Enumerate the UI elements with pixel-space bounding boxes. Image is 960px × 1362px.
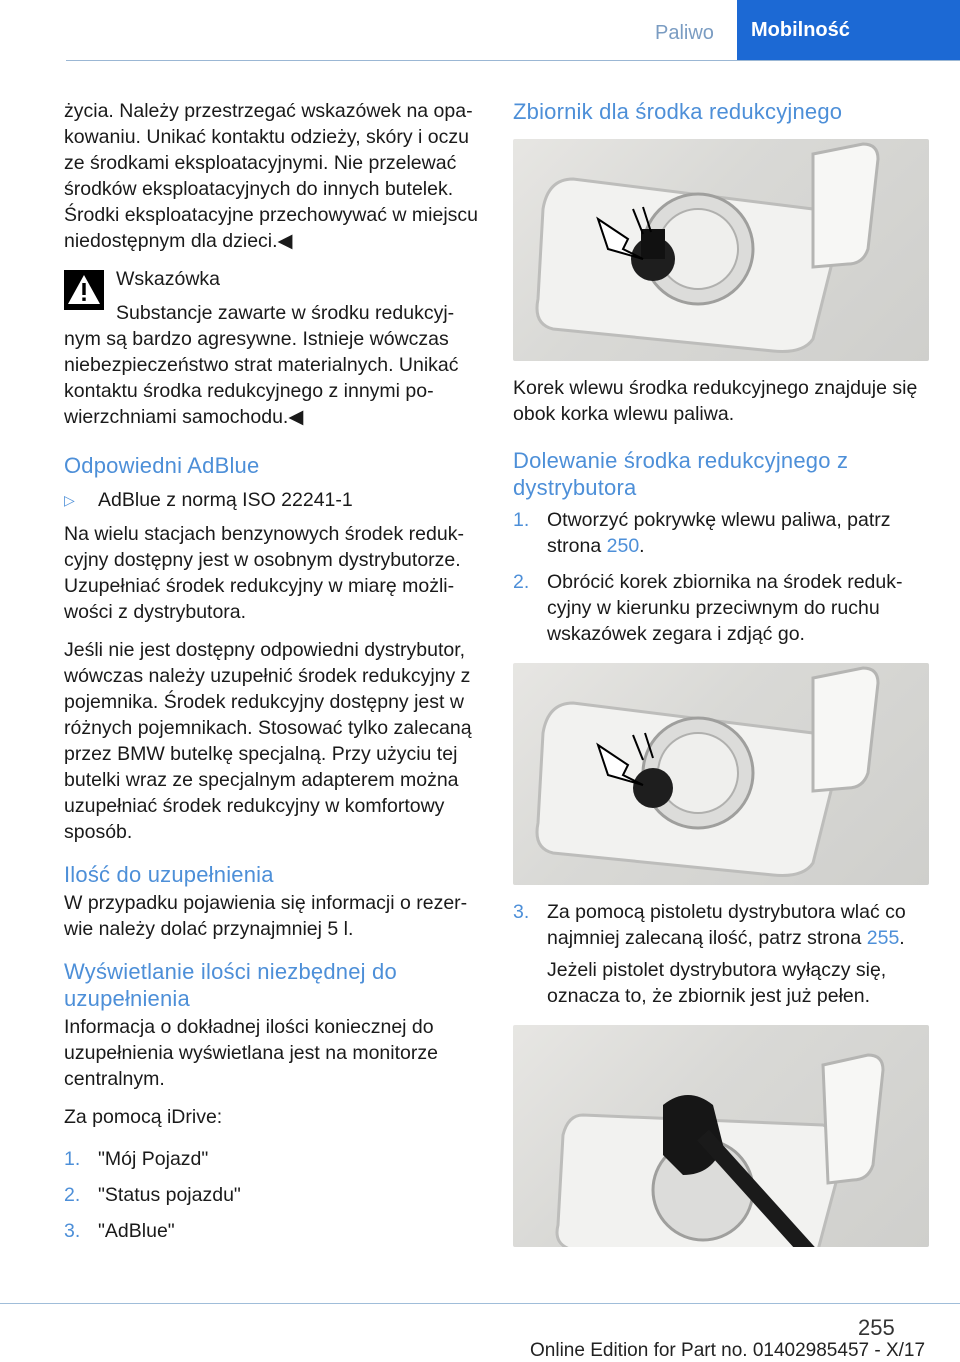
step-text-part: . — [639, 535, 645, 557]
paragraph-idrive: Za pomocą iDrive: — [64, 1106, 223, 1128]
heading-reductant-tank: Zbiornik dla środka redukcyjnego — [513, 99, 843, 124]
intro-paragraph: życia. Należy przestrzegać wskazówek na opakowaniu. Unikać kontaktu odzieży, skóry i oczu ze środkami eksploatacyjnymi. Nie przelewać środków eksploatacyjnych do innych butelek. Środki eksploatacyjne przechowywać w miejscu niedostępnym dla dzieci.◀ — [64, 100, 479, 252]
heading-refill-quantity: Ilość do uzupełnienia — [64, 862, 274, 887]
paragraph-stations: Na wielu stacjach benzynowych środek redukcyjny dostępny jest w osobnym dystrybutorze. Uzupełniać środek redukcyjny w miarę możliwości z dystrybutora. — [64, 523, 464, 623]
heading-refill-from-pump: Dolewanie środka redukcyjnego z dystrybutora — [513, 448, 849, 500]
right-column — [513, 98, 929, 1247]
list-item — [64, 1146, 478, 1172]
photo-nozzle-refill — [513, 1025, 929, 1247]
warning-triangle-icon — [64, 270, 104, 310]
filler-cap-illustration — [513, 139, 929, 361]
left-column — [64, 98, 478, 1254]
step-text: "Status pojazdu" — [98, 1184, 241, 1206]
idrive-steps — [64, 1146, 478, 1244]
step-number: 1. — [513, 509, 530, 531]
warning-box — [64, 266, 478, 430]
heading-suitable-adblue: Odpowiedni AdBlue — [64, 453, 260, 478]
paragraph-quantity: W przypadku pojawienia się informacji o rezerwie należy dolać przynajmniej 5 l. — [64, 892, 468, 940]
list-item — [513, 899, 929, 951]
photo-cap-removal — [513, 663, 929, 885]
step-text-part: Otworzyć pokrywkę wlewu paliwa, patrz strona — [547, 509, 891, 557]
paragraph-caption: Korek wlewu środka redukcyjnego znajduje się obok korka wlewu paliwa. — [513, 377, 918, 425]
step-text: Obrócić korek zbiornika na środek redukcyjny w kierunku przeciwnym do ruchu wskazówek zegara i zdjąć go. — [547, 571, 903, 645]
bullet-item — [64, 487, 478, 513]
refill-steps-continued — [513, 899, 929, 951]
triangle-bullet-icon: ▷ — [64, 492, 75, 508]
paragraph-display: Informacja o dokładnej ilości koniecznej do uzupełnienia wyświetlana jest na monitorze centralnym. — [64, 1016, 438, 1090]
paragraph-containers: Jeśli nie jest dostępny odpowiedni dystrybutor, wówczas należy uzupełnić środek redukcyjny z pojemnika. Środek redukcyjny dostępny jest w różnych pojemnikach. Stosować tylko zalecaną przez BMW butelkę specjalną. Przy użyciu tej butelki wraz ze specjalnym adapterem można uzupełniać środek redukcyjny w komfortowy sposób. — [64, 639, 472, 843]
warning-title: Wskazówka — [116, 268, 221, 290]
page-link-255[interactable]: 255 — [866, 927, 900, 949]
step-number: 2. — [64, 1184, 81, 1206]
step-number: 2. — [513, 571, 530, 593]
nozzle-illustration — [513, 1025, 929, 1247]
step-text: "AdBlue" — [98, 1220, 175, 1242]
footer-divider — [0, 1303, 960, 1304]
step-text: "Mój Pojazd" — [98, 1148, 209, 1170]
heading-display-quantity: Wyświetlanie ilości niezbędnej do uzupełnienia — [64, 959, 397, 1011]
step-text-part: Za pomocą pistoletu dystrybutora wlać co najmniej zalecaną ilość, patrz strona — [547, 901, 906, 949]
bullet-text: AdBlue z normą ISO 22241-1 — [98, 489, 353, 511]
step-text — [547, 507, 929, 559]
step3-note: Jeżeli pistolet dystrybutora wyłączy się, oznacza to, że zbiornik jest już pełen. — [547, 959, 887, 1007]
step-text — [547, 899, 929, 951]
page-number: 255 — [858, 1315, 895, 1340]
list-item — [64, 1218, 478, 1244]
step-number: 3. — [513, 901, 530, 923]
footer-edition: Online Edition for Part no. 01402985457 - X/17 — [530, 1340, 926, 1361]
photo-filler-cap — [513, 139, 929, 361]
step-number: 1. — [64, 1148, 81, 1170]
page-header — [0, 0, 960, 60]
list-item — [513, 569, 929, 647]
section-tab-mobility[interactable] — [737, 0, 960, 60]
warning-body: Substancje zawarte w środku redukcyjnym są bardzo agresywne. Istnieje wówczas niebezpieczeństwo strat materialnych. Unikać kontaktu środka redukcyjnego z innymi powierzchniami samochodu.◀ — [64, 302, 459, 428]
step-text-part: . — [899, 927, 905, 949]
list-item — [64, 1182, 478, 1208]
section-tab-mobility-label: Mobilność — [751, 18, 850, 41]
refill-steps — [513, 507, 929, 647]
step-number: 3. — [64, 1220, 81, 1242]
section-tab-fuel[interactable]: Paliwo — [655, 22, 714, 44]
page-link-250[interactable]: 250 — [606, 535, 640, 557]
cap-removal-illustration — [513, 663, 929, 885]
header-divider — [66, 60, 960, 61]
list-item — [513, 507, 929, 559]
